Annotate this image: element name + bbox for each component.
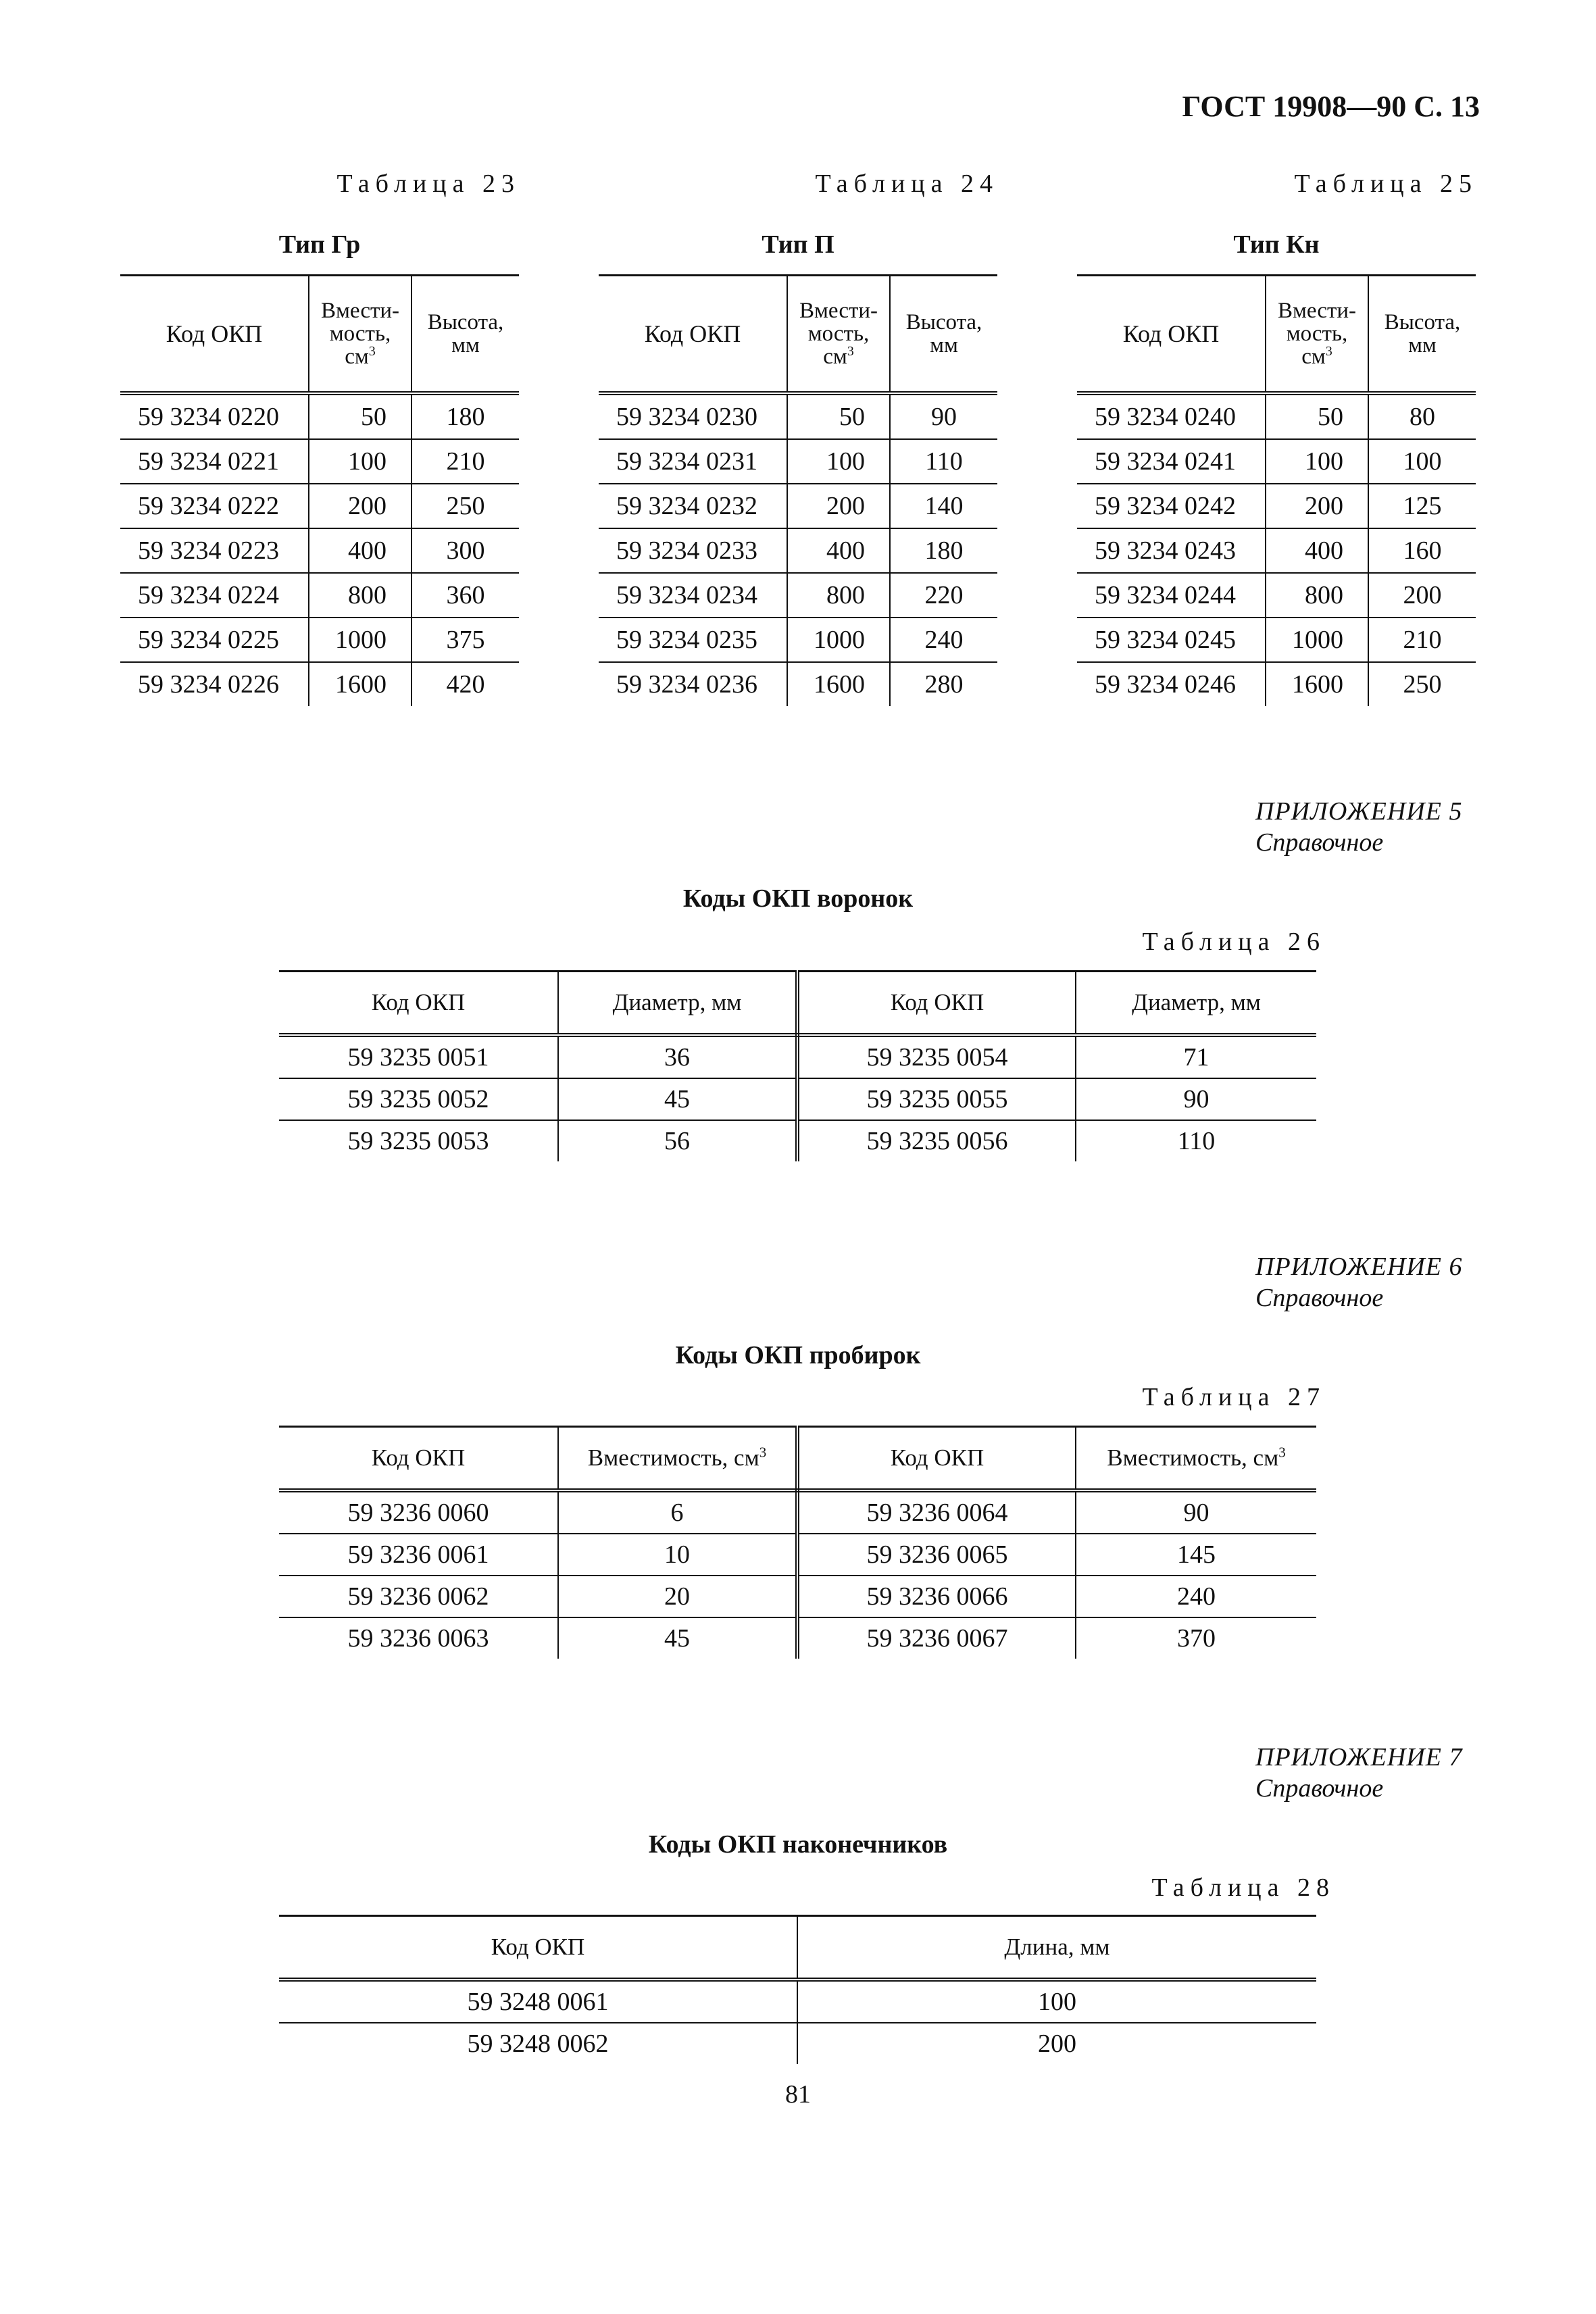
cell-height: 250 — [446, 492, 485, 520]
cell-capacity: 200 — [787, 484, 890, 528]
header-height-line1: Высота, — [1384, 310, 1461, 334]
table-row — [599, 528, 997, 573]
cell-diameter: 36 — [558, 1035, 797, 1078]
cell-height: 110 — [925, 447, 963, 476]
table-25 — [1077, 274, 1476, 706]
cell-code: 59 3234 0245 — [1077, 618, 1266, 662]
table-row — [1077, 393, 1476, 439]
table-row — [279, 1980, 1316, 2023]
cell-height: 180 — [446, 403, 485, 431]
cell-code: 59 3234 0225 — [120, 618, 309, 662]
table-row — [120, 439, 519, 484]
header-height-line2: мм — [451, 333, 480, 357]
table-row — [1077, 618, 1476, 662]
table-row — [120, 393, 519, 439]
table-row — [120, 662, 519, 706]
cell-code: 59 3235 0055 — [797, 1078, 1076, 1120]
table-header-row — [279, 972, 1316, 1036]
page-number: 81 — [785, 2080, 811, 2109]
cell-capacity: 50 — [787, 393, 890, 439]
cell-code: 59 3236 0064 — [797, 1490, 1076, 1534]
header-capacity-line2: мость, — [1286, 322, 1348, 346]
cell-code: 59 3234 0243 — [1077, 528, 1266, 573]
cell-height: 160 — [1403, 536, 1442, 565]
table-23-label: Таблица 23 — [336, 170, 520, 198]
cell-code: 59 3234 0236 — [599, 662, 787, 706]
cell-capacity: 240 — [1177, 1582, 1216, 1611]
cell-length: 200 — [1038, 2030, 1076, 2058]
table-row — [279, 1617, 1316, 1659]
appendix-5-heading — [1255, 796, 1462, 858]
header-capacity-line2: мость, — [807, 322, 870, 346]
cell-capacity: 100 — [309, 439, 412, 484]
cell-capacity: 400 — [787, 528, 890, 573]
header-capacity-unit: см — [345, 345, 369, 369]
table-row — [1077, 662, 1476, 706]
table-row — [1077, 439, 1476, 484]
column-header-capacity — [309, 276, 412, 394]
cell-diameter: 56 — [558, 1120, 797, 1161]
cell-diameter: 90 — [1183, 1085, 1210, 1113]
cell-code: 59 3234 0244 — [1077, 573, 1266, 618]
cell-capacity: 400 — [309, 528, 412, 573]
cell-capacity: 1600 — [787, 662, 890, 706]
cell-code: 59 3236 0067 — [797, 1617, 1076, 1659]
cell-height: 240 — [924, 626, 964, 654]
table-row — [120, 618, 519, 662]
table-row — [599, 439, 997, 484]
header-capacity-line1: Вмести- — [799, 299, 878, 323]
table-28-label: Таблица 28 — [1151, 1873, 1335, 1902]
cell-code: 59 3234 0232 — [599, 484, 787, 528]
table-header-row — [1077, 276, 1476, 394]
cell-code: 59 3234 0246 — [1077, 662, 1266, 706]
table-header-row — [279, 1427, 1316, 1491]
cell-code: 59 3234 0221 — [120, 439, 309, 484]
column-header-capacity — [1266, 276, 1368, 394]
cell-capacity: 50 — [1266, 393, 1368, 439]
cell-height: 125 — [1403, 492, 1442, 520]
column-header-code: Код ОКП — [797, 1427, 1076, 1491]
cell-capacity: 800 — [787, 573, 890, 618]
table-24-label: Таблица 24 — [815, 170, 999, 198]
cell-code: 59 3236 0065 — [797, 1534, 1076, 1576]
cell-height: 200 — [1403, 581, 1442, 609]
cell-capacity: 370 — [1177, 1624, 1216, 1653]
table-24 — [599, 274, 997, 706]
cell-code: 59 3235 0056 — [797, 1120, 1076, 1161]
appendix-label: ПРИЛОЖЕНИЕ 6 — [1255, 1253, 1463, 1281]
table-row — [599, 393, 997, 439]
cell-capacity: 200 — [309, 484, 412, 528]
column-header-code: Код ОКП — [279, 972, 558, 1036]
cell-diameter: 45 — [558, 1078, 797, 1120]
table-header-row — [599, 276, 997, 394]
table-header-row — [120, 276, 519, 394]
superscript: 3 — [368, 344, 376, 359]
cell-code: 59 3234 0230 — [599, 393, 787, 439]
appendix-7-title: Коды ОКП наконечников — [648, 1830, 948, 1859]
cell-code: 59 3236 0061 — [279, 1534, 558, 1576]
cell-code: 59 3236 0060 — [279, 1490, 558, 1534]
cell-height: 360 — [446, 581, 485, 609]
table-28 — [279, 1915, 1316, 2064]
table-row — [1077, 573, 1476, 618]
cell-height: 210 — [446, 447, 485, 476]
table-27 — [279, 1426, 1316, 1659]
appendix-note: Справочное — [1255, 1284, 1384, 1312]
cell-height: 80 — [1410, 403, 1435, 431]
cell-code: 59 3234 0240 — [1077, 393, 1266, 439]
header-height-line1: Высота, — [905, 310, 982, 334]
table-row — [279, 1534, 1316, 1576]
cell-code: 59 3234 0234 — [599, 573, 787, 618]
appendix-note: Справочное — [1255, 828, 1384, 857]
appendix-5-title: Коды ОКП воронок — [682, 884, 914, 913]
table-row — [279, 2023, 1316, 2064]
cell-height: 420 — [446, 670, 485, 699]
cell-capacity: 200 — [1266, 484, 1368, 528]
cell-code: 59 3234 0222 — [120, 484, 309, 528]
header-capacity-text: Вместимость, см — [587, 1444, 759, 1471]
table-row — [279, 1035, 1316, 1078]
superscript: 3 — [1278, 1444, 1286, 1461]
superscript: 3 — [1325, 344, 1332, 359]
cell-capacity: 90 — [1183, 1499, 1210, 1527]
cell-capacity: 20 — [558, 1576, 797, 1617]
appendix-label: ПРИЛОЖЕНИЕ 5 — [1255, 797, 1463, 826]
column-header-code: Код ОКП — [279, 1916, 797, 1980]
column-header-diameter: Диаметр, мм — [1076, 972, 1316, 1036]
superscript: 3 — [847, 344, 854, 359]
cell-height: 90 — [931, 403, 957, 431]
cell-capacity: 1000 — [309, 618, 412, 662]
header-height-line2: мм — [930, 333, 958, 357]
cell-height: 210 — [1403, 626, 1442, 654]
table-24-type-title: Тип П — [762, 230, 834, 259]
page-header-title: ГОСТ 19908—90 С. 13 — [1182, 90, 1480, 123]
cell-code: 59 3235 0052 — [279, 1078, 558, 1120]
column-header-code: Код ОКП — [797, 972, 1076, 1036]
table-23-type-title: Тип Гр — [278, 230, 361, 259]
cell-capacity: 100 — [787, 439, 890, 484]
column-header-capacity — [558, 1427, 797, 1491]
cell-code: 59 3234 0235 — [599, 618, 787, 662]
table-row — [1077, 528, 1476, 573]
table-25-label: Таблица 25 — [1294, 170, 1478, 198]
cell-code: 59 3234 0224 — [120, 573, 309, 618]
cell-height: 250 — [1403, 670, 1442, 699]
appendix-note: Справочное — [1255, 1774, 1384, 1803]
table-row — [120, 484, 519, 528]
cell-height: 180 — [924, 536, 964, 565]
cell-capacity: 800 — [309, 573, 412, 618]
cell-code: 59 3234 0220 — [120, 393, 309, 439]
column-header-code: Код ОКП — [279, 1427, 558, 1491]
cell-capacity: 50 — [309, 393, 412, 439]
cell-length: 100 — [1038, 1988, 1076, 2016]
cell-code: 59 3235 0051 — [279, 1035, 558, 1078]
header-capacity-text: Вместимость, см — [1107, 1444, 1279, 1471]
cell-code: 59 3236 0063 — [279, 1617, 558, 1659]
cell-capacity: 1600 — [1266, 662, 1368, 706]
table-row — [599, 484, 997, 528]
column-header-code: Код ОКП — [599, 276, 787, 394]
superscript: 3 — [759, 1444, 767, 1461]
cell-diameter: 71 — [1183, 1043, 1210, 1072]
table-row — [279, 1120, 1316, 1161]
table-row — [599, 662, 997, 706]
table-row — [599, 618, 997, 662]
cell-code: 59 3235 0053 — [279, 1120, 558, 1161]
table-row — [120, 528, 519, 573]
cell-capacity: 10 — [558, 1534, 797, 1576]
cell-capacity: 1000 — [1266, 618, 1368, 662]
header-capacity-unit: см — [823, 345, 847, 369]
header-capacity-line2: мость, — [329, 322, 391, 346]
cell-code: 59 3235 0054 — [797, 1035, 1076, 1078]
cell-code: 59 3234 0241 — [1077, 439, 1266, 484]
cell-height: 140 — [924, 492, 964, 520]
cell-code: 59 3234 0231 — [599, 439, 787, 484]
table-header-row — [279, 1916, 1316, 1980]
column-header-code: Код ОКП — [120, 276, 309, 394]
appendix-7-heading — [1255, 1742, 1462, 1804]
header-capacity-unit: см — [1301, 345, 1326, 369]
cell-capacity: 1600 — [309, 662, 412, 706]
table-27-label: Таблица 27 — [1142, 1383, 1326, 1411]
cell-capacity: 6 — [558, 1490, 797, 1534]
cell-height: 280 — [924, 670, 964, 699]
header-height-line2: мм — [1408, 333, 1437, 357]
cell-code: 59 3234 0233 — [599, 528, 787, 573]
column-header-code: Код ОКП — [1077, 276, 1266, 394]
cell-capacity: 1000 — [787, 618, 890, 662]
cell-diameter: 110 — [1177, 1127, 1216, 1155]
cell-code: 59 3248 0061 — [279, 1980, 797, 2023]
appendix-label: ПРИЛОЖЕНИЕ 7 — [1255, 1743, 1463, 1771]
table-row — [279, 1576, 1316, 1617]
cell-capacity: 100 — [1266, 439, 1368, 484]
cell-code: 59 3248 0062 — [279, 2023, 797, 2064]
header-capacity-line1: Вмести- — [1277, 299, 1357, 323]
column-header-capacity — [787, 276, 890, 394]
cell-code: 59 3234 0226 — [120, 662, 309, 706]
column-header-diameter: Диаметр, мм — [558, 972, 797, 1036]
cell-height: 375 — [446, 626, 485, 654]
cell-capacity: 800 — [1266, 573, 1368, 618]
cell-capacity: 400 — [1266, 528, 1368, 573]
cell-capacity: 145 — [1177, 1540, 1216, 1569]
table-row — [279, 1490, 1316, 1534]
cell-height: 100 — [1403, 447, 1442, 476]
header-height-line1: Высота, — [427, 310, 504, 334]
cell-code: 59 3236 0066 — [797, 1576, 1076, 1617]
table-23 — [120, 274, 519, 706]
column-header-length: Длина, мм — [797, 1916, 1316, 1980]
cell-code: 59 3236 0062 — [279, 1576, 558, 1617]
column-header-height — [890, 276, 997, 394]
cell-code: 59 3234 0223 — [120, 528, 309, 573]
table-row — [1077, 484, 1476, 528]
header-capacity-line1: Вмести- — [320, 299, 400, 323]
table-row — [279, 1078, 1316, 1120]
appendix-6-title: Коды ОКП пробирок — [675, 1341, 921, 1369]
cell-capacity: 45 — [558, 1617, 797, 1659]
table-26-label: Таблица 26 — [1142, 928, 1326, 956]
table-26 — [279, 970, 1316, 1161]
appendix-6-heading — [1255, 1251, 1462, 1313]
table-row — [599, 573, 997, 618]
column-header-height — [412, 276, 519, 394]
column-header-capacity — [1076, 1427, 1316, 1491]
column-header-height — [1368, 276, 1476, 394]
cell-code: 59 3234 0242 — [1077, 484, 1266, 528]
table-row — [120, 573, 519, 618]
cell-height: 220 — [924, 581, 964, 609]
table-25-type-title: Тип Кн — [1233, 230, 1320, 259]
cell-height: 300 — [446, 536, 485, 565]
